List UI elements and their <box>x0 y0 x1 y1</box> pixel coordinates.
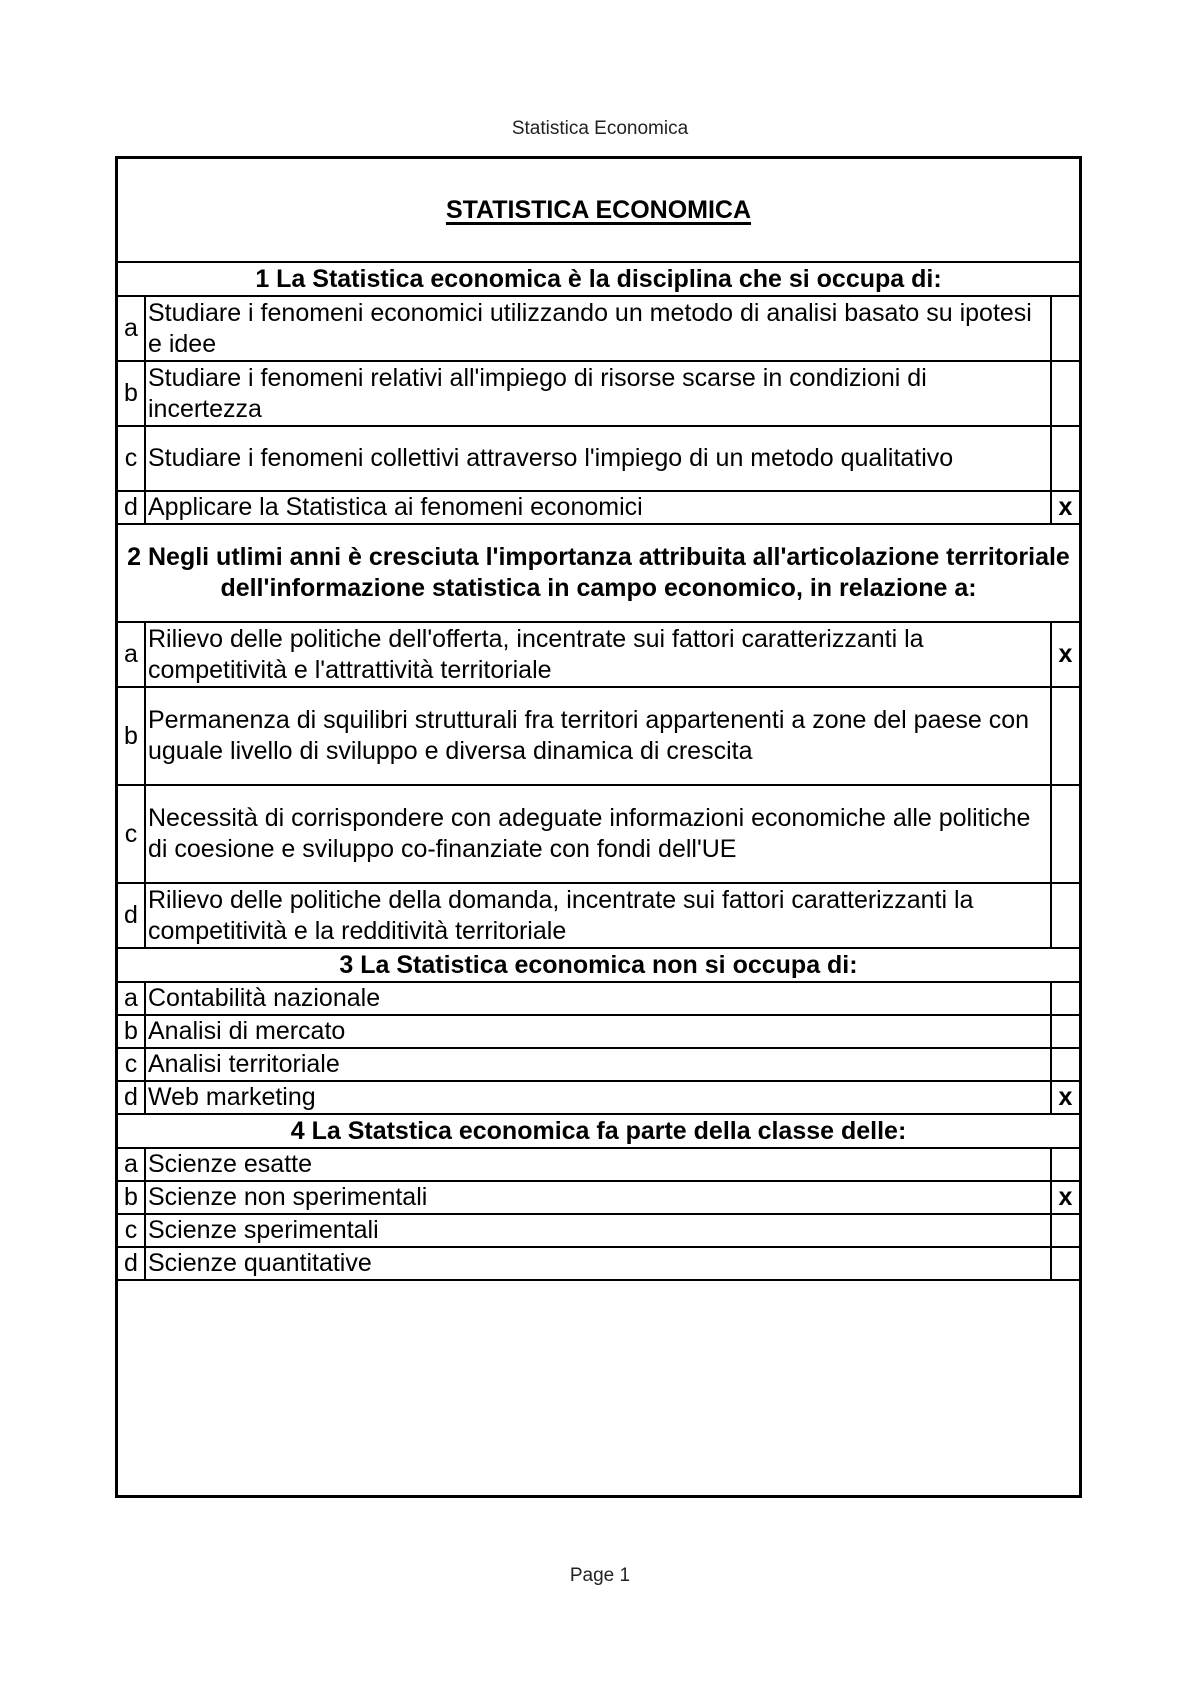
answer-mark <box>1051 1214 1079 1247</box>
quiz-sheet <box>115 156 1082 1498</box>
answer-mark <box>1051 296 1079 361</box>
answer-mark: x <box>1051 1181 1079 1214</box>
answer-mark <box>1051 426 1079 491</box>
option-text: Permanenza di squilibri strutturali fra territori appartenenti a zone del paese con uguale livello di sviluppo e diversa dinamica di crescita <box>145 687 1051 785</box>
question-3: 3 La Statistica economica non si occupa di: <box>118 948 1079 982</box>
option-letter: b <box>118 1015 145 1048</box>
option-text: Applicare la Statistica ai fenomeni economici <box>145 491 1051 524</box>
option-text: Analisi territoriale <box>145 1048 1051 1081</box>
option-letter: a <box>118 982 145 1015</box>
option-letter: b <box>118 687 145 785</box>
option-row <box>118 622 1079 687</box>
answer-mark <box>1051 1247 1079 1280</box>
question-2: 2 Negli utlimi anni è cresciuta l'importanza attribuita all'articolazione territoriale dell'informazione statistica in campo economico, in relazione a: <box>118 524 1079 622</box>
option-letter: c <box>118 426 145 491</box>
option-letter: c <box>118 1214 145 1247</box>
option-text: Web marketing <box>145 1081 1051 1114</box>
page-header: Statistica Economica <box>511 118 689 139</box>
option-letter: a <box>118 296 145 361</box>
option-row <box>118 296 1079 361</box>
option-text: Studiare i fenomeni economici utilizzando un metodo di analisi basato su ipotesi e idee <box>145 296 1051 361</box>
answer-mark <box>1051 361 1079 426</box>
answer-mark <box>1051 883 1079 948</box>
option-letter: b <box>118 361 145 426</box>
option-letter: d <box>118 491 145 524</box>
answer-mark <box>1051 1015 1079 1048</box>
document-title: STATISTICA ECONOMICA <box>118 159 1079 262</box>
option-letter: d <box>118 1081 145 1114</box>
answer-mark: x <box>1051 622 1079 687</box>
option-letter: c <box>118 1048 145 1081</box>
option-letter: d <box>118 1247 145 1280</box>
option-row <box>118 1015 1079 1048</box>
option-text: Contabilità nazionale <box>145 982 1051 1015</box>
option-row <box>118 1148 1079 1181</box>
option-text: Scienze quantitative <box>145 1247 1051 1280</box>
option-text: Scienze sperimentali <box>145 1214 1051 1247</box>
option-row <box>118 491 1079 524</box>
option-letter: c <box>118 785 145 883</box>
option-text: Studiare i fenomeni collettivi attraverso l'impiego di un metodo qualitativo <box>145 426 1051 491</box>
answer-mark <box>1051 687 1079 785</box>
question-4: 4 La Statstica economica fa parte della classe delle: <box>118 1114 1079 1148</box>
option-row <box>118 1214 1079 1247</box>
answer-mark <box>1051 785 1079 883</box>
option-row <box>118 982 1079 1015</box>
option-letter: d <box>118 883 145 948</box>
option-text: Studiare i fenomeni relativi all'impiego di risorse scarse in condizioni di incertezza <box>145 361 1051 426</box>
answer-mark <box>1051 1048 1079 1081</box>
option-row <box>118 1081 1079 1114</box>
option-text: Rilievo delle politiche dell'offerta, incentrate sui fattori caratterizzanti la competitività e l'attrattività territoriale <box>145 622 1051 687</box>
option-letter: a <box>118 1148 145 1181</box>
option-text: Scienze esatte <box>145 1148 1051 1181</box>
answer-mark: x <box>1051 491 1079 524</box>
answer-mark: x <box>1051 1081 1079 1114</box>
option-letter: b <box>118 1181 145 1214</box>
option-text: Scienze non sperimentali <box>145 1181 1051 1214</box>
option-row <box>118 1048 1079 1081</box>
page-footer: Page 1 <box>569 1565 631 1586</box>
option-text: Analisi di mercato <box>145 1015 1051 1048</box>
option-letter: a <box>118 622 145 687</box>
option-row <box>118 785 1079 883</box>
option-row <box>118 426 1079 491</box>
quiz-table <box>118 159 1079 1281</box>
answer-mark <box>1051 982 1079 1015</box>
option-row <box>118 883 1079 948</box>
option-text: Rilievo delle politiche della domanda, incentrate sui fattori caratterizzanti la competitività e la redditività territoriale <box>145 883 1051 948</box>
option-row <box>118 361 1079 426</box>
option-row <box>118 687 1079 785</box>
option-text: Necessità di corrispondere con adeguate informazioni economiche alle politiche di coesione e sviluppo co-finanziate con fondi dell'UE <box>145 785 1051 883</box>
question-1: 1 La Statistica economica è la disciplina che si occupa di: <box>118 262 1079 296</box>
option-row <box>118 1247 1079 1280</box>
option-row <box>118 1181 1079 1214</box>
answer-mark <box>1051 1148 1079 1181</box>
